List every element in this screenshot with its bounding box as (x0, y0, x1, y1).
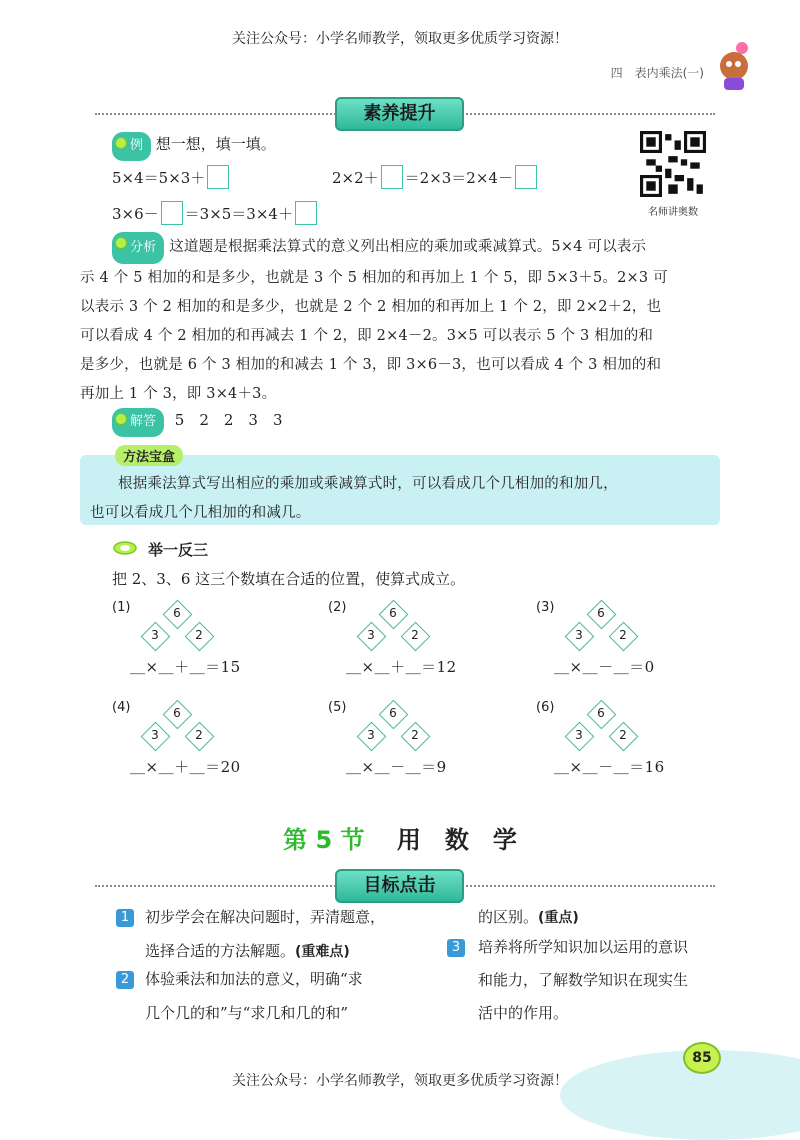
answer-tag: 解答 (112, 408, 164, 437)
footer-wave (560, 1050, 800, 1140)
method-tag: 方法宝盒 (115, 445, 183, 466)
goal-number-badge: 1 (116, 909, 134, 927)
diamond-number-left: 3 (151, 728, 159, 742)
practice-problem (536, 698, 736, 788)
goal-2-cont-text: 的区别。 (478, 908, 539, 926)
goal-3-line-3: 活中的作用。 (478, 1004, 569, 1022)
analysis-line: 可以看成 4 个 2 相加的和再减去 1 个 2，即 2×4－2。3×5 可以表示 5 个 3 相加的和 (80, 328, 654, 344)
diamond-number-right: 2 (411, 628, 419, 642)
answer-box[interactable] (207, 165, 229, 189)
diamond-number-left: 3 (367, 728, 375, 742)
mascot-icon (712, 40, 756, 92)
equation-3 (112, 201, 319, 225)
goal-2-key: (重点) (538, 910, 579, 926)
diamond-number-right: 2 (411, 728, 419, 742)
goal-1-text: 选择合适的方法解题。 (145, 942, 296, 960)
goals-banner: 目标点击 (335, 869, 464, 903)
analysis-line: 以表示 3 个 2 相加的和是多少，也就是 2 个 2 相加的和再加上 1 个 2，即 2×2＋2，也 (80, 299, 662, 315)
problem-formula[interactable]: ＿×＿－＿＝9 (346, 758, 447, 776)
page-number: 85 (683, 1042, 721, 1074)
goal-3-line-2: 和能力，了解数学知识在现实生 (478, 971, 689, 989)
method-line-1: 根据乘法算式写出相应的乘加或乘减算式时，可以看成几个几相加的和加几， (118, 476, 618, 492)
diamond-number-left: 3 (367, 628, 375, 642)
problem-label: (2) (328, 600, 347, 615)
section-number: 第 5 节 (283, 826, 365, 854)
goal-2-line-2: 几个几的和”与“求几和几的和” (145, 1004, 349, 1022)
promo-footer: 关注公众号：小学名师教学，领取更多优质学习资源！ (232, 1073, 568, 1089)
problem-formula[interactable]: ＿×＿＋＿＝20 (130, 758, 241, 776)
diamond-number-top: 6 (389, 606, 397, 620)
qr-caption: 名师讲奥数 (648, 207, 698, 218)
problem-label: (4) (112, 700, 131, 715)
diamond-number-right: 2 (195, 628, 203, 642)
practice-problem (328, 598, 528, 688)
example-row (112, 131, 276, 161)
diamond-number-left: 3 (575, 628, 583, 642)
practice-problem (112, 598, 312, 688)
eq2-text-a: 2×2＋ (332, 168, 379, 187)
analysis-line: 是多少，也就是 6 个 3 相加的和减去 1 个 3，即 3×6－3，也可以看成 4 个 3 相加的和 (80, 357, 662, 373)
analysis-block (80, 232, 725, 409)
eq1-text: 5×4＝5×3＋ (112, 168, 206, 187)
problem-label: (1) (112, 600, 131, 615)
problem-label: (6) (536, 700, 555, 715)
diamond-number-top: 6 (173, 606, 181, 620)
diamond-number-right: 2 (619, 728, 627, 742)
goal-2-line-1: 体验乘法和加法的意义，明确“求 (145, 970, 363, 988)
answer-box[interactable] (381, 165, 403, 189)
problem-label: (3) (536, 600, 555, 615)
problem-formula[interactable]: ＿×＿＋＿＝15 (130, 658, 241, 676)
practice-problem (328, 698, 528, 788)
diamond-number-right: 2 (619, 628, 627, 642)
eq3-text-b: ＝3×5＝3×4＋ (184, 204, 293, 223)
diamond-number-right: 2 (195, 728, 203, 742)
problem-formula[interactable]: ＿×＿－＿＝16 (554, 758, 665, 776)
diamond-number-top: 6 (597, 706, 605, 720)
goal-3-line-1: 培养将所学知识加以运用的意识 (478, 938, 689, 956)
goal-number-badge: 3 (447, 939, 465, 957)
goal-1-key: (重难点) (295, 944, 350, 960)
problem-label: (5) (328, 700, 347, 715)
answer-box[interactable] (161, 201, 183, 225)
qr-code-icon[interactable] (640, 131, 706, 197)
problem-formula[interactable]: ＿×＿－＿＝0 (554, 658, 655, 676)
equation-1 (112, 165, 231, 189)
problem-formula[interactable]: ＿×＿＋＿＝12 (346, 658, 457, 676)
practice-problem (112, 698, 312, 788)
section-name: 用 数 学 (396, 825, 517, 854)
practice-problem (536, 598, 736, 688)
answer-box[interactable] (515, 165, 537, 189)
goal-1-line-1: 初步学会在解决问题时，弄清题意， (145, 908, 386, 926)
diamond-number-top: 6 (597, 606, 605, 620)
goal-number-badge: 2 (116, 971, 134, 989)
analysis-line: 这道题是根据乘法算式的意义列出相应的乘加或乘减算式。5×4 可以表示 (169, 239, 647, 255)
answer-box[interactable] (295, 201, 317, 225)
practice-title: 举一反三 (148, 541, 209, 559)
practice-icon (113, 540, 139, 556)
analysis-line: 再加上 1 个 3，即 3×4＋3。 (80, 386, 277, 402)
eq3-text-a: 3×6－ (112, 204, 159, 223)
example-tag: 例 (112, 132, 151, 161)
section-banner: 素养提升 (335, 97, 464, 131)
equation-2 (332, 165, 539, 189)
analysis-tag: 分析 (112, 232, 164, 264)
diamond-number-left: 3 (151, 628, 159, 642)
method-line-2: 也可以看成几个几相加的和减几。 (90, 505, 311, 521)
practice-instruction: 把 2、3、6 这三个数填在合适的位置，使算式成立。 (112, 570, 466, 588)
diamond-number-left: 3 (575, 728, 583, 742)
promo-header: 关注公众号：小学名师教学，领取更多优质学习资源！ (232, 31, 568, 47)
diamond-number-top: 6 (389, 706, 397, 720)
eq2-text-b: ＝2×3＝2×4－ (404, 168, 513, 187)
answer-row (112, 407, 283, 437)
diamond-number-top: 6 (173, 706, 181, 720)
answer-values: 5 2 2 3 3 (174, 411, 283, 429)
chapter-label: 四 表内乘法(一) (610, 66, 704, 80)
example-prompt: 想一想，填一填。 (155, 135, 276, 153)
analysis-line: 示 4 个 5 相加的和是多少，也就是 3 个 5 相加的和再加上 1 个 5，即 5×3＋5。2×3 可 (80, 270, 668, 286)
section-title (0, 820, 800, 855)
